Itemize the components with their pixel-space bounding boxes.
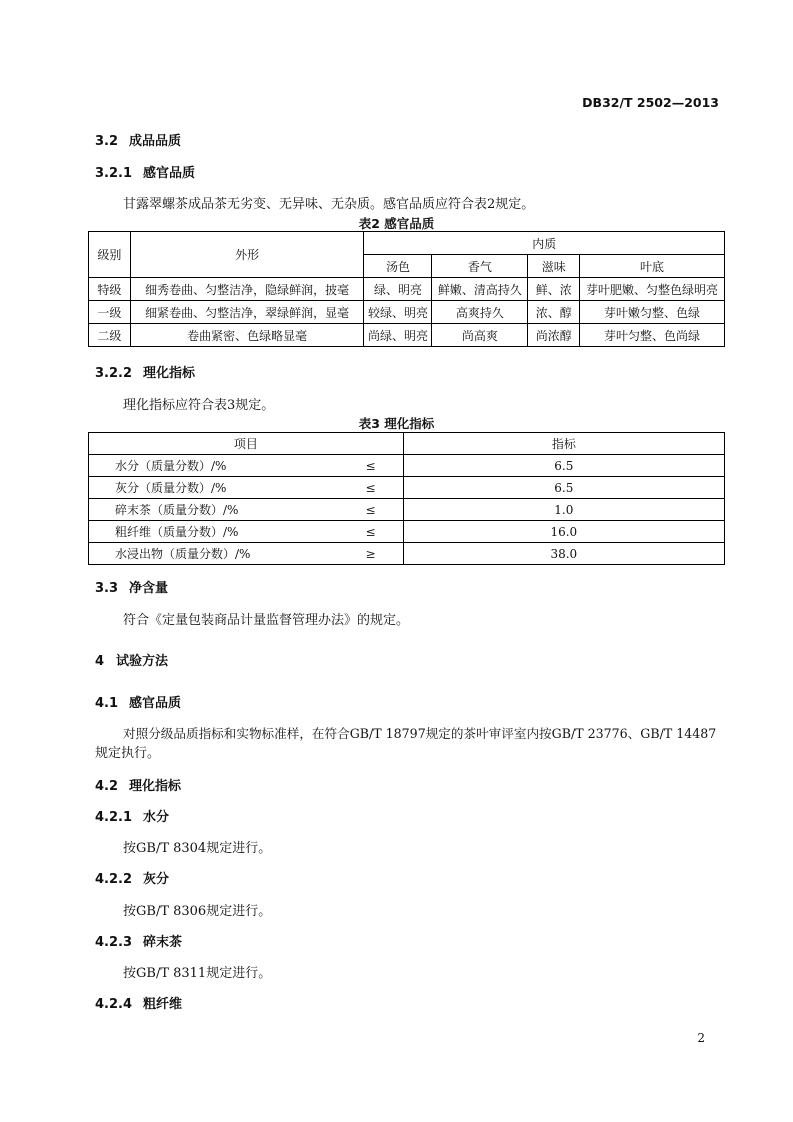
heading-title: 灰分 — [143, 872, 170, 887]
paragraph-sensory: 甘露翠螺茶成品茶无劣变、无异味、无杂质。感官品质应符合表2规定。 — [123, 197, 535, 212]
table-row — [89, 521, 725, 543]
cell-item: 灰分（质量分数）/% — [89, 477, 339, 499]
cell-shape: 卷曲紧密、色绿略显毫 — [130, 324, 364, 347]
header-leaf: 叶底 — [580, 255, 725, 278]
heading-number: 4.1 — [95, 696, 119, 711]
header-inner: 内质 — [364, 232, 725, 255]
header-aroma: 香气 — [432, 255, 528, 278]
table3-caption: 表3 理化指标 — [358, 416, 435, 431]
heading-4-1 — [95, 692, 181, 711]
heading-number: 4.2.1 — [95, 810, 133, 825]
heading-4-2-1 — [95, 806, 169, 825]
heading-title: 试验方法 — [116, 654, 169, 669]
cell-leaf: 芽叶嫩匀整、色绿 — [580, 301, 725, 324]
heading-title: 理化指标 — [143, 366, 196, 381]
cell-item: 水浸出物（质量分数）/% — [89, 543, 339, 565]
cell-operator: ≤ — [338, 521, 403, 543]
header-soup: 汤色 — [364, 255, 432, 278]
paragraph-moisture: 按GB/T 8304规定进行。 — [123, 841, 272, 856]
cell-aroma: 高爽持久 — [432, 301, 528, 324]
paragraph-net-content: 符合《定量包装商品计量监督管理办法》的规定。 — [123, 613, 410, 628]
cell-aroma: 鲜嫩、清高持久 — [432, 278, 528, 301]
cell-leaf: 芽叶肥嫩、匀整色绿明亮 — [580, 278, 725, 301]
cell-soup: 绿、明亮 — [364, 278, 432, 301]
cell-taste: 浓、醇 — [528, 301, 580, 324]
header-item: 项目 — [89, 433, 404, 455]
heading-4 — [95, 650, 168, 669]
page-number: 2 — [697, 1031, 705, 1045]
heading-title: 碎末茶 — [143, 935, 183, 950]
cell-item: 水分（质量分数）/% — [89, 455, 339, 477]
cell-value: 6.5 — [403, 477, 724, 499]
heading-number: 3.2.2 — [95, 366, 133, 381]
cell-taste: 鲜、浓 — [528, 278, 580, 301]
paragraph-physchem: 理化指标应符合表3规定。 — [123, 398, 275, 413]
heading-title: 净含量 — [129, 581, 169, 596]
cell-value: 38.0 — [403, 543, 724, 565]
physchem-table — [88, 432, 725, 565]
heading-title: 理化指标 — [129, 779, 182, 794]
heading-3-2 — [95, 130, 181, 149]
cell-operator: ≤ — [338, 455, 403, 477]
cell-value: 1.0 — [403, 499, 724, 521]
heading-4-2-3 — [95, 931, 182, 950]
sensory-quality-table — [88, 231, 725, 347]
heading-title: 粗纤维 — [143, 997, 183, 1012]
paragraph-powder: 按GB/T 8311规定进行。 — [123, 966, 272, 981]
heading-title: 感官品质 — [143, 166, 196, 181]
cell-leaf: 芽叶匀整、色尚绿 — [580, 324, 725, 347]
table-row — [89, 324, 725, 347]
header-value: 指标 — [403, 433, 724, 455]
table-row — [89, 477, 725, 499]
cell-item: 粗纤维（质量分数）/% — [89, 521, 339, 543]
heading-title: 成品品质 — [129, 134, 182, 149]
heading-number: 4.2.2 — [95, 872, 133, 887]
header-grade: 级别 — [89, 232, 131, 278]
table-row — [89, 301, 725, 324]
cell-value: 6.5 — [403, 455, 724, 477]
cell-operator: ≤ — [338, 499, 403, 521]
cell-operator: ≥ — [338, 543, 403, 565]
heading-3-3 — [95, 577, 168, 596]
heading-number: 4.2 — [95, 779, 119, 794]
standard-code: DB32/T 2502—2013 — [582, 95, 719, 110]
paragraph-sensory-method-line2: 规定执行。 — [95, 746, 161, 761]
table2-caption: 表2 感官品质 — [358, 216, 435, 231]
table-row — [89, 278, 725, 301]
heading-number: 4 — [95, 654, 105, 669]
heading-title: 水分 — [143, 810, 170, 825]
heading-number: 3.2 — [95, 134, 119, 149]
heading-number: 4.2.3 — [95, 935, 133, 950]
heading-title: 感官品质 — [129, 696, 182, 711]
header-shape: 外形 — [130, 232, 364, 278]
paragraph-sensory-method-line1: 对照分级品质指标和实物标准样，在符合GB/T 18797规定的茶叶审评室内按GB/T 23776、GB/T 14487 — [123, 726, 717, 741]
cell-shape: 细紧卷曲、匀整洁净，翠绿鲜润，显毫 — [130, 301, 364, 324]
heading-number: 3.2.1 — [95, 166, 133, 181]
paragraph-ash: 按GB/T 8306规定进行。 — [123, 904, 272, 919]
heading-3-2-1 — [95, 162, 195, 181]
cell-soup: 较绿、明亮 — [364, 301, 432, 324]
table-row — [89, 499, 725, 521]
table-row — [89, 455, 725, 477]
heading-4-2 — [95, 775, 181, 794]
table-row — [89, 543, 725, 565]
cell-taste: 尚浓醇 — [528, 324, 580, 347]
cell-soup: 尚绿、明亮 — [364, 324, 432, 347]
heading-4-2-2 — [95, 868, 169, 887]
cell-grade: 二级 — [89, 324, 131, 347]
cell-operator: ≤ — [338, 477, 403, 499]
cell-grade: 一级 — [89, 301, 131, 324]
heading-4-2-4 — [95, 993, 182, 1012]
cell-grade: 特级 — [89, 278, 131, 301]
cell-item: 碎末茶（质量分数）/% — [89, 499, 339, 521]
header-taste: 滋味 — [528, 255, 580, 278]
heading-3-2-2 — [95, 362, 195, 381]
heading-number: 3.3 — [95, 581, 119, 596]
heading-number: 4.2.4 — [95, 997, 133, 1012]
cell-aroma: 尚高爽 — [432, 324, 528, 347]
cell-shape: 细秀卷曲、匀整洁净，隐绿鲜润，披毫 — [130, 278, 364, 301]
cell-value: 16.0 — [403, 521, 724, 543]
